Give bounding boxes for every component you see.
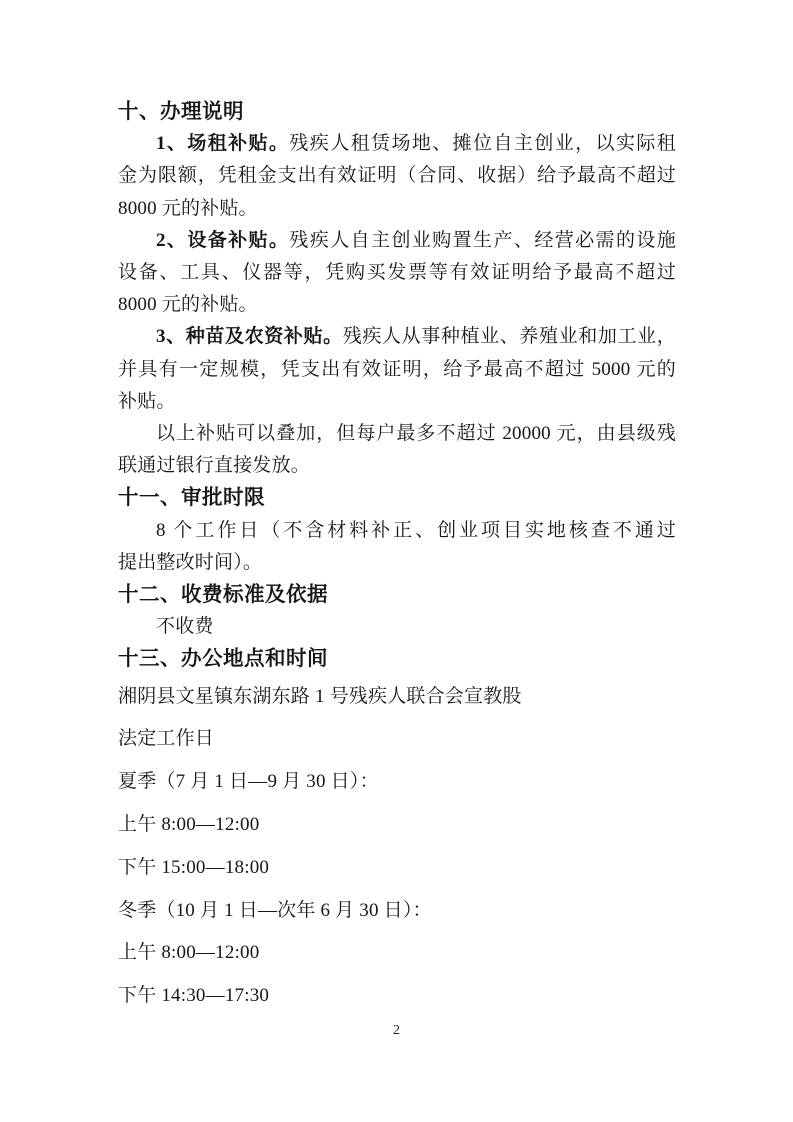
doc-line: 补贴。 [118, 390, 176, 412]
doc-line: 夏季（7 月 1 日—9 月 30 日）： [118, 771, 379, 793]
doc-line: 提出整改时间）。 [118, 551, 263, 573]
bold-run: 2、设备补贴。 [156, 229, 290, 251]
doc-line: 设备、工具、仪器等，凭购买发票等有效证明给予最高不超过 [118, 262, 676, 284]
doc-line [118, 321, 676, 353]
text-run: 残疾人自主创业购置生产、经营必需的设施 [289, 229, 676, 251]
section-heading: 十二、收费标准及依据 [118, 583, 328, 607]
doc-line: 法定工作日 [118, 728, 215, 750]
doc-line: 金为限额，凭租金支出有效证明（合同、收据）给予最高不超过 [118, 165, 676, 187]
doc-line: 联通过银行直接发放。 [118, 455, 311, 477]
doc-line [118, 128, 676, 160]
doc-line: 不收费 [156, 616, 214, 638]
bold-run: 1、场租补贴。 [156, 133, 290, 155]
doc-line [118, 225, 676, 257]
doc-line: 以上补贴可以叠加，但每户最多不超过 20000 元，由县级残 [156, 423, 676, 445]
text-run: 残疾人从事种植业、养殖业和加工业， [342, 326, 676, 348]
page-number: 2 [393, 1023, 400, 1038]
doc-line: 下午 15:00—18:00 [118, 856, 270, 878]
doc-line: 下午 14:30—17:30 [118, 985, 270, 1007]
doc-line: 上午 8:00—12:00 [118, 942, 260, 964]
document-body [118, 96, 676, 1018]
text-run: 残疾人租赁场地、摊位自主创业，以实际租 [289, 133, 676, 155]
doc-line: 8 个工作日（不含材料补正、创业项目实地核查不通过 [156, 519, 676, 541]
section-heading: 十三、办公地点和时间 [118, 647, 328, 671]
doc-line: 湘阴县文星镇东湖东路 1 号残疾人联合会宣教股 [118, 685, 522, 707]
doc-line: 8000 元的补贴。 [118, 197, 258, 219]
section-heading: 十一、审批时限 [118, 486, 265, 510]
bold-run: 3、种苗及农资补贴。 [156, 326, 343, 348]
doc-line: 8000 元的补贴。 [118, 294, 258, 316]
doc-line: 上午 8:00—12:00 [118, 814, 260, 836]
doc-line: 并具有一定规模，凭支出有效证明，给予最高不超过 5000 元的 [118, 358, 676, 380]
section-heading: 十、办理说明 [118, 100, 244, 123]
doc-line: 冬季（10 月 1 日—次年 6 月 30 日）： [118, 899, 432, 921]
